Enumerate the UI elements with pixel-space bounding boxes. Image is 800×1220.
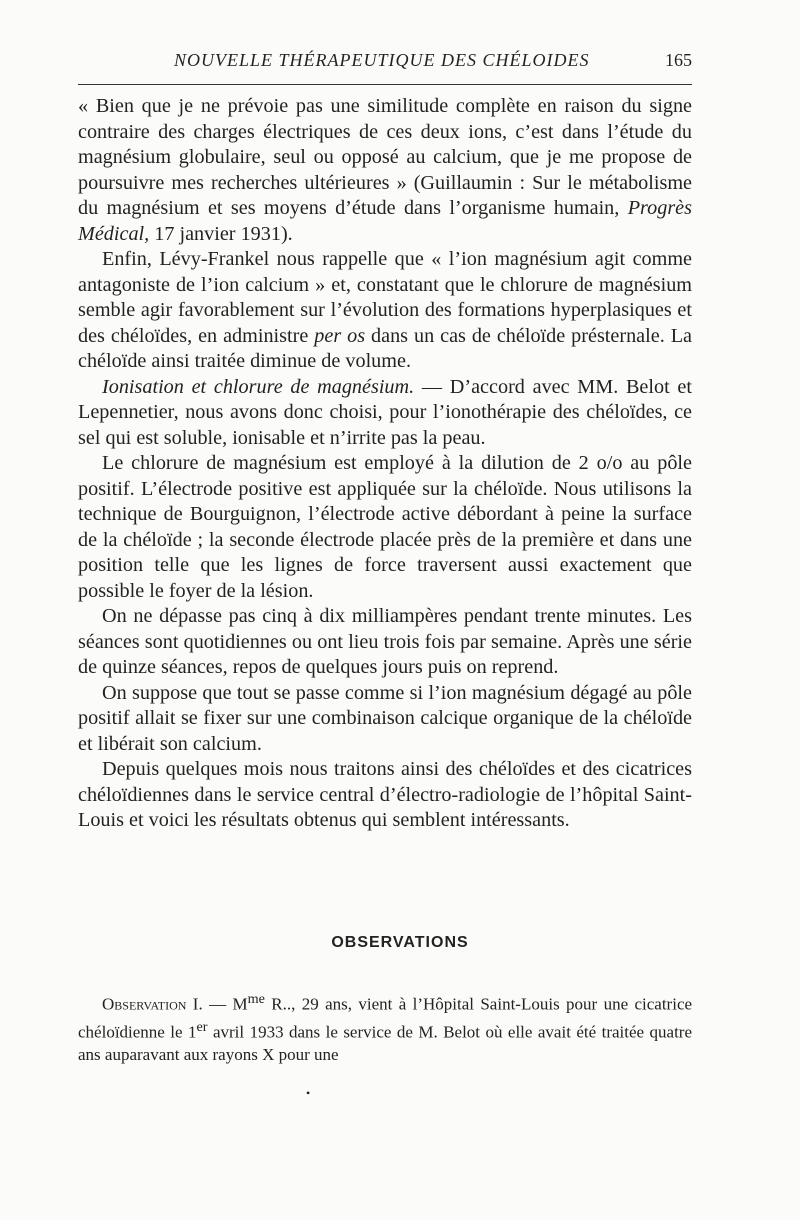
paragraph-resultats: Depuis quelques mois nous traitons ainsi des chéloïdes et des cicatrices chéloïdiennes dans le service central d’électro-radiologie de l’hôpital Saint-Louis et voici les résultats obtenus qui semblent intéressants. — [78, 758, 692, 831]
ionisation-heading: Ionisation et chlorure de magnésium. — [102, 375, 415, 398]
paragraph-levy-frankel-end: dans un cas de chéloïde présternale. La chéloïde ainsi traitée diminue de volume. — [78, 324, 692, 372]
paragraph-seances: On ne dépasse pas cinq à dix milliampères pendant trente minutes. Les séances sont quotidiennes ou ont lieu trois fois par semaine. Après une série de quinze séances, repos de quelques jours puis on reprend. — [78, 605, 692, 678]
observation-madame: M — [232, 994, 248, 1014]
observation-dash: — — [209, 994, 227, 1014]
paragraph-chlorure: Le chlorure de magnésium est employé à la dilution de 2 o/o au pôle positif. L’électrode positive est appliquée sur la chéloïde. Nous utilisons la technique de Bourguignon, l’électrode active débordant à peine la surface de la chéloïde ; la seconde électrode placée près de la première et dans une position telle que les lignes de force traversent aussi exactement que possible le foyer de la lésion. — [78, 452, 692, 602]
observation-text-start: R.., 29 ans, vient à l’Hôpital Saint-Louis pour une cicatrice chéloïdienne le 1 — [78, 994, 693, 1042]
running-title: NOUVELLE THÉRAPEUTIQUE DES CHÉLOIDES — [174, 50, 590, 70]
header-rule — [78, 84, 692, 85]
observation-text — [78, 988, 692, 1066]
observation-text-end: avril 1933 dans le service de M. Belot où elle avait été traitée quatre ans auparavant aux rayons X pour une — [78, 1022, 693, 1065]
page-number: 165 — [665, 50, 692, 70]
paragraph-levy-frankel — [78, 247, 692, 375]
paragraph-hypothese: On suppose que tout se passe comme si l’ion magnésium dégagé au pôle positif allait se fixer sur une combinaison calcique organique de la chéloïde et libérait son calcium. — [78, 681, 692, 755]
paragraph-quote — [78, 94, 692, 247]
observation-label: Observation I. — [102, 994, 203, 1014]
observation-paragraph — [78, 988, 692, 1066]
paragraph-quote-text: « Bien que je ne prévoie pas une similitude complète en raison du signe contraire des charges électriques de ces deux ions, c’est dans l’étude du magnésium globulaire, seul ou opposé au calcium, que je me propose de poursuivre mes recherches ultérieures » (Guillaumin : Sur le métabolisme du magnésium et ses moyens d’étude dans l’organisme humain, — [78, 95, 692, 219]
journal-title: Progrès Médical, — [78, 197, 692, 245]
observation-madame-sup: me — [247, 991, 265, 1007]
paragraph-ionisation-text: — D’accord avec MM. Belot et Lepennetier, nous avons donc choisi, pour l’ionothérapie des chéloïdes, ce sel qui est soluble, ionisable et n’irrite pas la peau. — [78, 375, 692, 449]
section-title: OBSERVATIONS — [331, 934, 469, 951]
paragraph-ionisation — [78, 375, 692, 452]
observation-date-sup: er — [196, 1018, 208, 1035]
footer-mark: • — [306, 1086, 311, 1100]
paragraph-quote-date: 17 janvier 1931). — [154, 222, 293, 245]
body-text — [78, 94, 692, 834]
page-header — [78, 50, 692, 80]
per-os-term: per os — [314, 324, 366, 347]
paragraph-levy-frankel-text: Enfin, Lévy-Frankel nous rappelle que « l’ion magnésium agit comme antagoniste de l’ion calcium » et, constatant que le chlorure de magnésium semble agir favorablement sur l’évolution des formations hyperplasiques et des chéloïdes, en administre — [78, 248, 692, 347]
